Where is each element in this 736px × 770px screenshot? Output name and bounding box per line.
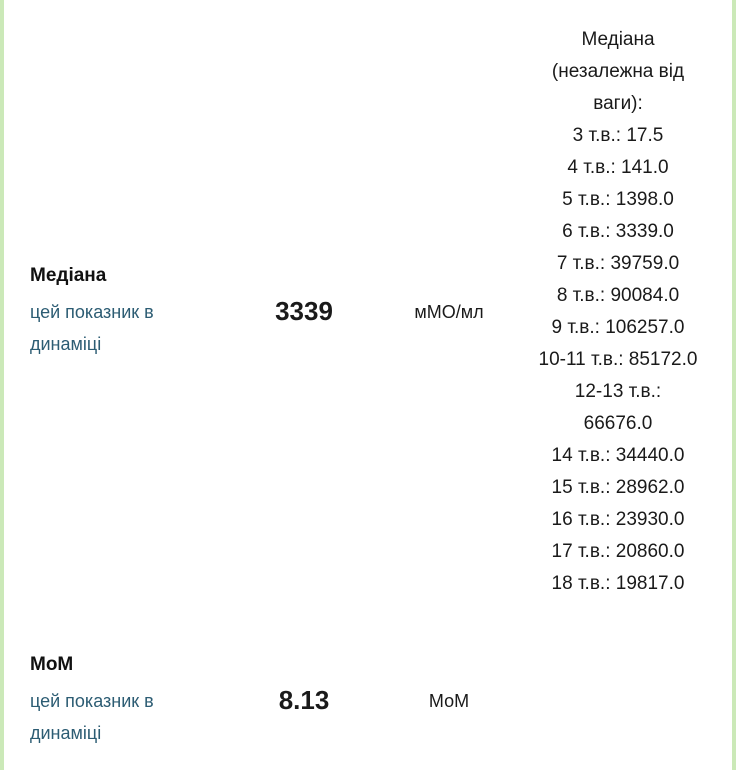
result-unit: МоМ [428, 691, 470, 711]
parameter-name-cell [30, 264, 235, 360]
dynamics-link[interactable] [30, 685, 235, 749]
reference-line: 9 т.в.: 106257.0 [551, 317, 685, 338]
result-value: 8.13 [278, 685, 330, 715]
reference-line: 4 т.в.: 141.0 [567, 157, 669, 178]
reference-line: 17 т.в.: 20860.0 [551, 541, 685, 562]
reference-line: 5 т.в.: 1398.0 [562, 189, 674, 210]
result-unit: мМО/мл [414, 302, 484, 322]
reference-line: 14 т.в.: 34440.0 [551, 445, 685, 466]
reference-line: 15 т.в.: 28962.0 [551, 477, 685, 498]
reference-values [516, 24, 720, 600]
reference-line: ваги): [593, 93, 643, 114]
reference-line: 7 т.в.: 39759.0 [556, 253, 680, 274]
parameter-title: Медіана [30, 265, 107, 286]
reference-line: 12-13 т.в.: [574, 381, 662, 402]
reference-line: 66676.0 [583, 413, 653, 434]
dynamics-link-line1: цей показник в [30, 691, 154, 711]
reference-line: (незалежна від [551, 61, 685, 82]
reference-line: 8 т.в.: 90084.0 [556, 285, 680, 306]
reference-line: Медіана [581, 29, 655, 50]
dynamics-link-line1: цей показник в [30, 302, 154, 322]
table-row-median [4, 0, 736, 625]
dynamics-link-line2: динаміці [30, 723, 102, 743]
reference-line: 10-11 т.в.: 85172.0 [538, 349, 698, 370]
parameter-name-cell [30, 653, 235, 749]
dynamics-link[interactable] [30, 296, 235, 360]
reference-line: 6 т.в.: 3339.0 [562, 221, 674, 242]
result-value: 3339 [275, 296, 333, 326]
parameter-title: МоМ [30, 654, 74, 675]
reference-line: 3 т.в.: 17.5 [572, 125, 664, 146]
dynamics-link-line2: динаміці [30, 334, 102, 354]
reference-line: 16 т.в.: 23930.0 [551, 509, 685, 530]
reference-line: 18 т.в.: 19817.0 [551, 573, 685, 594]
table-row-mom [4, 625, 736, 770]
